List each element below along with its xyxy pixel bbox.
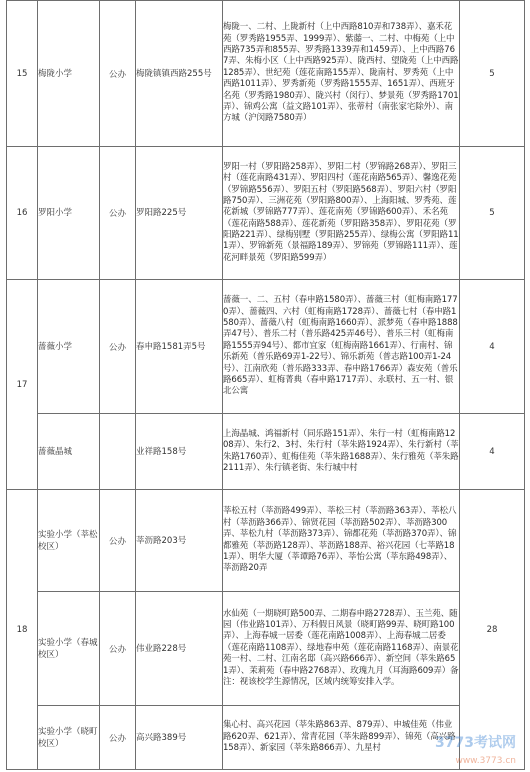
school-address: 春申路1581弄5号	[136, 280, 223, 414]
enrollment-area: 集心村、高兴花园（莘朱路863弄、879弄）、申城佳苑（伟业路620弄、621弄）、常青花园（莘朱路899弄）、锦苑（高兴路158弄）、新家园（莘朱路866弄）、九星村	[223, 706, 460, 770]
school-address: 梅陇镇镇西路255号	[136, 1, 223, 147]
table-row	[7, 147, 525, 280]
school-address: 高兴路389号	[136, 706, 223, 770]
school-type: 公办	[100, 592, 136, 706]
enrollment-area: 蔷薇一、二、五村（春申路1580弄）、蔷薇三村（虹梅南路1770弄）、蔷薇四、六村（虹梅南路1728弄）、蔷薇七村（春申路1580弄）、蔷薇八村（虹梅南路1660弄）、派梦苑（春申路1888弄47号）、普乐二村（普乐路425弄46号）、普乐三村（虹梅南路1555弄94号）、都市宜家（虹梅南路1661弄）、行南村、锦乐新苑（普乐路69弄1-22号）、锦乐新苑（普志路100弄1-24号）、江南欣苑（普乐路333弄、春申路1766弄）森安苑（普乐路665弄）、虹梅菁典（春申路1717弄）、永联村、五一村、银北公寓	[223, 280, 460, 414]
school-name: 实验小学（晓町校区）	[38, 706, 100, 770]
school-type: 公办	[100, 706, 136, 770]
school-type: 公办	[100, 147, 136, 280]
table-row	[7, 592, 525, 706]
school-name: 蔷薇小学	[38, 280, 100, 414]
enrollment-area: 水仙苑（一期晓町路500弄、二期春申路2728弄）、玉兰苑、随园（伟业路101弄）、万科假日风景（晓町路99弄、晓町路100弄）、上海春城一居委（莲花南路1008弄）、上海春城二居委（莲花南路1108弄）、绿地春申苑（莲花南路1168弄）、南景花苑一村、二村、江南名邸（高兴路666弄）、新空间（莘朱路651弄）、茉莉苑（春申路2768弄）、玫瑰九月（耳海路609弄）备注：视该校学生源情况，区域内统筹安排入学。	[223, 592, 460, 706]
school-type: 公办	[100, 490, 136, 592]
class-count: 5	[460, 1, 525, 147]
school-type: 公办	[100, 280, 136, 414]
class-count: 4	[460, 414, 525, 490]
school-address: 业祥路158号	[136, 414, 223, 490]
table-row	[7, 414, 525, 490]
watermark-logo: 3773考试网	[435, 735, 516, 751]
school-type	[100, 414, 136, 490]
row-number: 16	[7, 147, 38, 280]
row-number: 17	[7, 280, 38, 490]
enrollment-area: 梅陇一、二村、上陇新村（上中西路810弄和738弄）、嘉禾花苑（罗秀路1955弄、1999弄）、紫藤一、二村、中梅苑（上中西路735弄和855弄、罗秀路1339弄和1459弄）、上中西路767弄、朱梅小区（上中西路925弄）、陇西村、望陇苑（上中西路1285弄）、世纪苑（莲花南路155弄）、陇南村、罗秀苑（上中西路1011弄）、罗秀新苑（罗秀路1555弄、1651弄）、西班牙名苑（罗秀路1980弄）、陇兴村（闵行）、梦景苑（罗秀路1701弄）、锦鸡公寓（益文路101弄）、张蒂村（南张家宅除外）、南方城（沪闵路7580弄）	[223, 1, 460, 147]
class-count: 5	[460, 147, 525, 280]
row-number: 18	[7, 490, 38, 770]
school-address: 伟业路228号	[136, 592, 223, 706]
watermark-url: www.3773.cn	[455, 756, 516, 766]
enrollment-area: 莘松五村（莘沥路499弄）、莘松三村（莘沥路363弄）、莘松八村（莘沥路366弄）、锦贤花园（莘沥路502弄）、莘沥路300弄、莘松九村（莘沥路373弄）、锦都花苑（莘沥路370弄）、锦都雅苑（莘沥路128弄）、莘沥路188弄、裕兴花园（七莘路181弄）、明华大厦（莘谭路76弄）、莘怡公寓（莘东路498弄）、莘沥路20弄	[223, 490, 460, 592]
enrollment-table	[6, 0, 525, 770]
school-address: 罗阳路225号	[136, 147, 223, 280]
school-name: 实验小学（春城校区）	[38, 592, 100, 706]
school-name: 蔷薇晶城	[38, 414, 100, 490]
school-name: 实验小学（莘松校区）	[38, 490, 100, 592]
table-row	[7, 1, 525, 147]
school-name: 梅陇小学	[38, 1, 100, 147]
table-row	[7, 280, 525, 414]
school-name: 罗阳小学	[38, 147, 100, 280]
school-address: 莘沥路203号	[136, 490, 223, 592]
enrollment-area: 罗阳一村（罗阳路258弄）、罗阳二村（罗锦路268弄）、罗阳三村（莲花南路431弄）、罗阳四村（莲花南路565弄）、馨逸花苑（罗锦路556弄）、罗阳五村（罗阳路568弄）、罗阳六村（罗阳路750弄）、三洲花苑（罗阳路800弄）、上海阳城、罗秀苑、莲花新城（罗锦路777弄）、莲花南苑（罗锦路600弄）、禾名苑（莲花南路588弄）、莲花新苑（罗阳路358弄）、罗阳花苑（罗阳路221弄）、绿梅别墅（罗阳路255弄）、绿梅公寓（罗阳路111弄）、罗锦新苑（景福路189弄）、罗锦苑（罗锦路111弄）、莲花河畔景苑（罗阳路599弄）	[223, 147, 460, 280]
class-count: 28	[460, 490, 525, 770]
class-count: 4	[460, 280, 525, 414]
row-number: 15	[7, 1, 38, 147]
school-type: 公办	[100, 1, 136, 147]
enrollment-area: 上海晶城、鸿福新村（同乐路151弄）、朱行一村（虹梅南路1208弄）、朱行2、3村、朱行村（莘朱路1924弄）、朱行新村（莘朱路1760弄）、虹梅佳苑（莘朱路1688弄）、朱行雅苑（莘朱路2111弄）、朱行镇老街、朱行城中村	[223, 414, 460, 490]
table-row	[7, 490, 525, 592]
